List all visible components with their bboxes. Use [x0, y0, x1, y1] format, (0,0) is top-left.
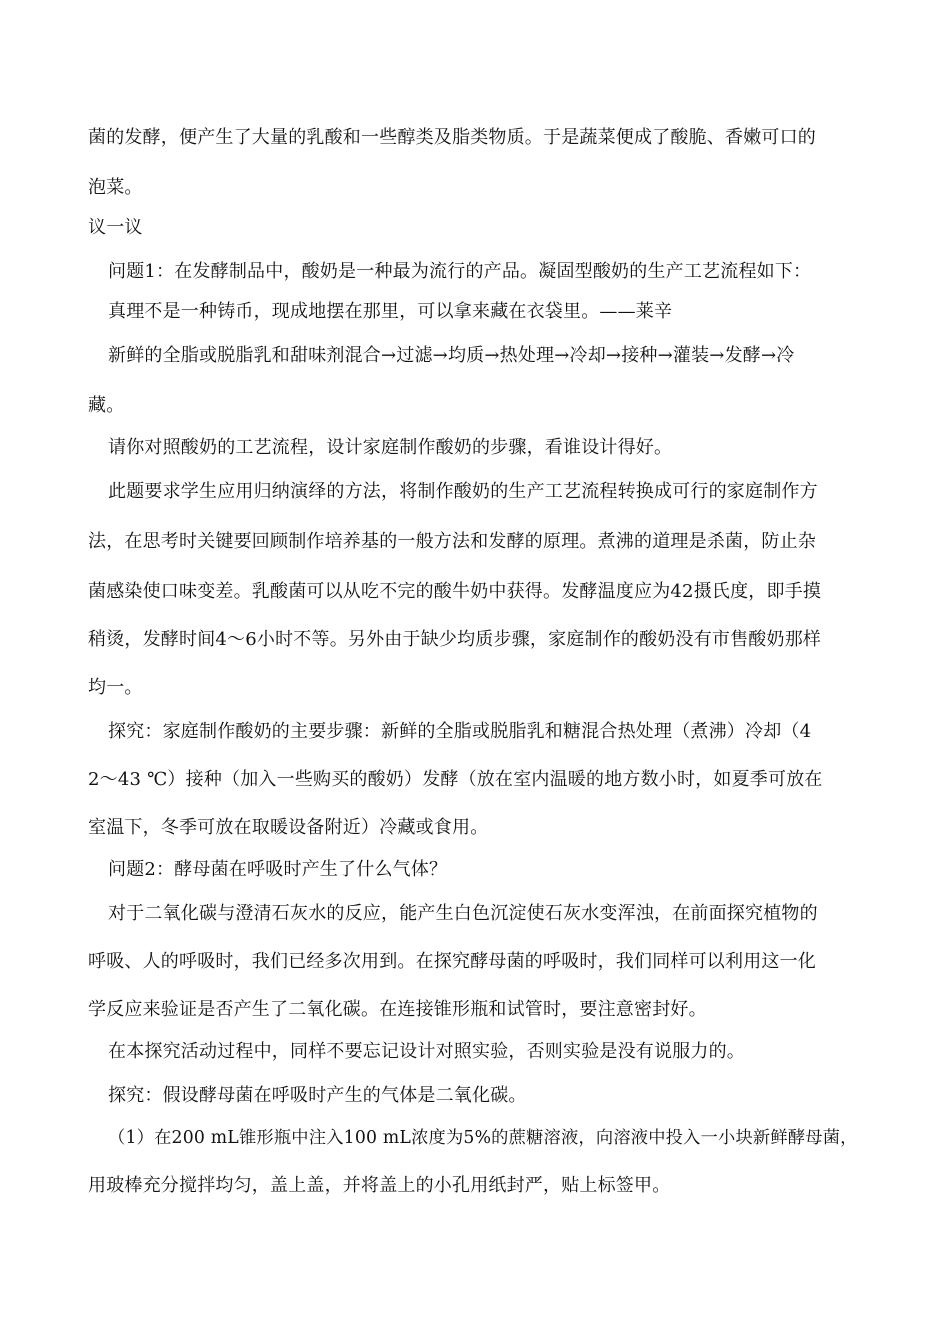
section-heading: 议一议 [88, 217, 143, 238]
paragraph-line: 泡菜。 [88, 177, 143, 198]
paragraph-line: 问题1：在发酵制品中，酸奶是一种最为流行的产品。凝固型酸奶的生产工艺流程如下： [108, 261, 812, 282]
paragraph-line: 新鲜的全脂或脱脂乳和甜味剂混合→过滤→均质→热处理→冷却→接种→灌装→发酵→冷 [108, 345, 795, 366]
paragraph-line: 稍烫，发酵时间4～6小时不等。另外由于缺少均质步骤，家庭制作的酸奶没有市售酸奶那样 [88, 629, 822, 650]
paragraph-line: 探究：家庭制作酸奶的主要步骤：新鲜的全脂或脱脂乳和糖混合热处理（煮沸）冷却（4 [108, 721, 812, 742]
paragraph-line: （1）在200 mL锥形瓶中注入100 mL浓度为5%的蔗糖溶液，向溶液中投入一小块新鲜酵母菌， [108, 1128, 858, 1148]
paragraph-line: 请你对照酸奶的工艺流程，设计家庭制作酸奶的步骤，看谁设计得好。 [108, 437, 673, 458]
paragraph-line: 藏。 [88, 395, 125, 416]
paragraph-line: 用玻棒充分搅拌均匀，盖上盖，并将盖上的小孔用纸封严，贴上标签甲。 [88, 1175, 671, 1196]
paragraph-line: 在本探究活动过程中，同样不要忘记设计对照实验，否则实验是没有说服力的。 [108, 1041, 745, 1062]
paragraph-line: 室温下，冬季可放在取暖设备附近）冷藏或食用。 [88, 817, 489, 838]
paragraph-line: 呼吸、人的呼吸时，我们已经多次用到。在探究酵母菌的呼吸时，我们同样可以利用这一化 [88, 951, 816, 972]
paragraph-line: 探究：假设酵母菌在呼吸时产生的气体是二氧化碳。 [108, 1085, 527, 1106]
paragraph-line: 菌感染使口味变差。乳酸菌可以从吃不完的酸牛奶中获得。发酵温度应为42摄氏度，即手摸 [88, 581, 822, 602]
paragraph-line: 法，在思考时关键要回顾制作培养基的一般方法和发酵的原理。煮沸的道理是杀菌，防止杂 [88, 531, 816, 552]
paragraph-line: 此题要求学生应用归纳演绎的方法，将制作酸奶的生产工艺流程转换成可行的家庭制作方 [108, 481, 818, 502]
paragraph-line: 菌的发酵，便产生了大量的乳酸和一些醇类及脂类物质。于是蔬菜便成了酸脆、香嫩可口的 [88, 127, 816, 148]
paragraph-line: 2～43 ℃）接种（加入一些购买的酸奶）发酵（放在室内温暖的地方数小时，如夏季可放在 [88, 769, 823, 790]
paragraph-line: 对于二氧化碳与澄清石灰水的反应，能产生白色沉淀使石灰水变浑浊，在前面探究植物的 [108, 903, 818, 924]
quote-line: 真理不是一种铸币，现成地摆在那里，可以拿来藏在衣袋里。——莱辛 [108, 301, 673, 322]
paragraph-line: 问题2：酵母菌在呼吸时产生了什么气体？ [108, 859, 448, 880]
paragraph-line: 学反应来验证是否产生了二氧化碳。在连接锥形瓶和试管时，要注意密封好。 [88, 999, 707, 1020]
paragraph-line: 均一。 [88, 677, 143, 698]
